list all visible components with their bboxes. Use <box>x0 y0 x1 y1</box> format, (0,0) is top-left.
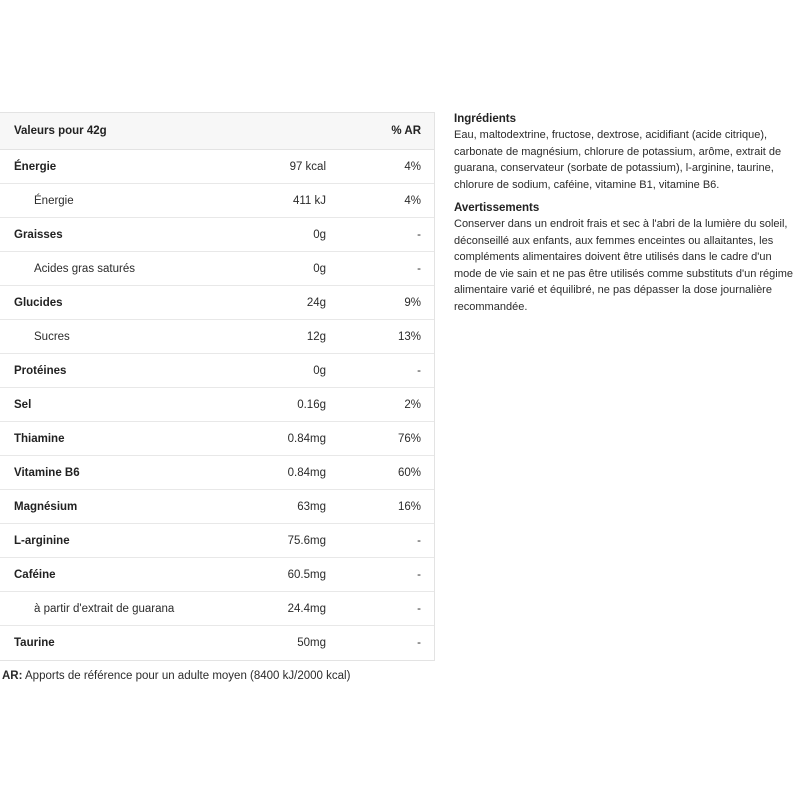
table-row <box>0 320 434 354</box>
nutrient-name: Énergie <box>34 194 74 207</box>
table-row <box>0 388 434 422</box>
nutrition-table <box>0 112 435 661</box>
nutrient-amount: 75.6mg <box>287 534 326 547</box>
table-row <box>0 592 434 626</box>
nutrient-amount: 50mg <box>297 637 326 649</box>
warnings-text: Conserver dans un endroit frais et sec à l'abri de la lumière du soleil, déconseillé aux enfants, aux femmes enceintes ou allaitantes, les compléments alimentaires doivent être utilisés dans le cadre d'un mode de vie sain et ne pas être utilisés comme substituts d'un régime alimentaire varié et équilibré, ne pas dépasser la dose journalière recommandée. <box>454 218 793 313</box>
table-row <box>0 354 434 388</box>
header-ar: % AR <box>391 125 421 137</box>
table-row <box>0 490 434 524</box>
nutrient-amount: 63mg <box>297 500 326 513</box>
nutrient-name: Graisses <box>14 228 63 241</box>
warnings-title: Avertissements <box>454 202 540 214</box>
table-body <box>0 150 434 660</box>
nutrient-name: à partir d'extrait de guarana <box>34 602 175 615</box>
header-label: Valeurs pour 42g <box>14 125 107 137</box>
nutrient-name: Sucres <box>34 330 70 343</box>
footnote-text: Apports de référence pour un adulte moyen (8400 kJ/2000 kcal) <box>22 670 351 682</box>
nutrient-name: Acides gras saturés <box>34 262 135 275</box>
nutrient-amount: 0g <box>313 262 326 275</box>
table-row <box>0 184 434 218</box>
nutrient-name: Glucides <box>14 296 63 309</box>
product-info <box>454 111 794 322</box>
table-row <box>0 558 434 592</box>
nutrient-name: Sel <box>14 398 32 411</box>
nutrient-amount: 24g <box>306 296 326 309</box>
table-row <box>0 286 434 320</box>
nutrient-ar: - <box>417 568 421 581</box>
nutrient-ar: - <box>417 228 421 241</box>
table-row <box>0 422 434 456</box>
table-row <box>0 218 434 252</box>
nutrient-name: Protéines <box>14 364 67 377</box>
nutrient-ar: - <box>417 602 421 615</box>
nutrient-ar: 2% <box>404 398 421 411</box>
nutrient-ar: 76% <box>397 432 421 445</box>
footnote-label: AR: <box>2 670 23 682</box>
nutrient-name: Vitamine B6 <box>14 466 80 479</box>
table-row <box>0 150 434 184</box>
nutrient-amount: 97 kcal <box>289 160 326 173</box>
table-row <box>0 252 434 286</box>
table-row <box>0 524 434 558</box>
nutrient-name: L-arginine <box>14 534 70 547</box>
nutrient-ar: 9% <box>404 296 421 309</box>
nutrient-ar: - <box>417 262 421 275</box>
nutrient-name: Taurine <box>14 637 55 649</box>
footnote <box>2 670 350 682</box>
nutrient-ar: - <box>417 364 421 377</box>
nutrient-ar: 4% <box>404 160 421 173</box>
ingredients-text: Eau, maltodextrine, fructose, dextrose, acidifiant (acide citrique), carbonate de magnésium, chlorure de potassium, arôme, extrait de guarana, conservateur (sorbate de potassium), l-arginine, taurine, chlorure de sodium, caféine, vitamine B1, vitamine B6. <box>454 129 782 191</box>
nutrient-amount: 0g <box>313 228 326 241</box>
nutrient-amount: 12g <box>306 330 326 343</box>
nutrient-amount: 60.5mg <box>287 568 326 581</box>
ingredients-title: Ingrédients <box>454 113 516 125</box>
nutrient-amount: 0.84mg <box>287 432 326 445</box>
nutrient-name: Caféine <box>14 568 56 581</box>
nutrient-ar: - <box>417 637 421 649</box>
table-row <box>0 456 434 490</box>
nutrient-ar: - <box>417 534 421 547</box>
nutrient-name: Magnésium <box>14 500 78 513</box>
table-row <box>0 626 434 660</box>
nutrient-amount: 0g <box>313 364 326 377</box>
table-header <box>0 113 434 150</box>
nutrient-amount: 0.84mg <box>287 466 326 479</box>
nutrient-amount: 411 kJ <box>292 194 326 207</box>
nutrient-name: Énergie <box>14 160 57 173</box>
nutrient-name: Thiamine <box>14 432 65 445</box>
nutrient-ar: 60% <box>397 466 421 479</box>
nutrient-ar: 4% <box>404 194 421 207</box>
nutrient-ar: 16% <box>397 500 421 513</box>
nutrient-amount: 24.4mg <box>287 602 326 615</box>
nutrient-amount: 0.16g <box>297 398 326 411</box>
nutrient-ar: 13% <box>397 330 421 343</box>
